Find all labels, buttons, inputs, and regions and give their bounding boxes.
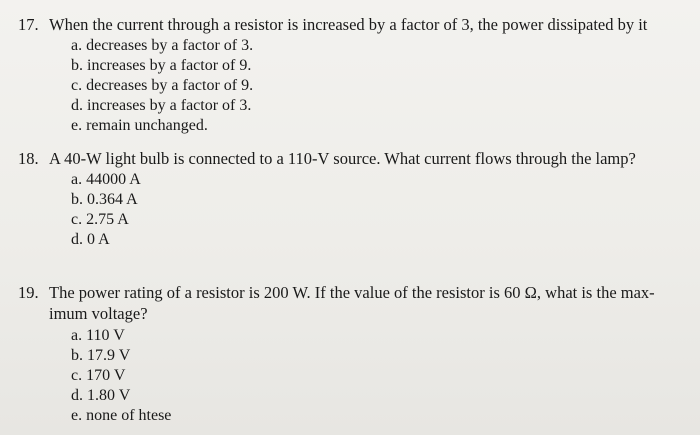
choice-a: a. 44000 A xyxy=(71,171,141,188)
choice-b: b. 0.364 A xyxy=(71,191,138,208)
question-text-line-1: The power rating of a resistor is 200 W. If the value of the resistor is 60 Ω, what is the max- xyxy=(49,283,655,302)
choice-c: c. decreases by a factor of 9. xyxy=(71,77,254,94)
question-number: 19. xyxy=(18,283,39,302)
choice-e: e. remain unchanged. xyxy=(71,117,208,134)
choice-d: d. 1.80 V xyxy=(71,387,131,404)
choice-a: a. 110 V xyxy=(71,327,125,344)
question-number: 18. xyxy=(18,149,39,168)
choice-d: d. increases by a factor of 3. xyxy=(71,97,252,114)
question-number: 17. xyxy=(18,15,39,34)
question-text-line-2: imum voltage? xyxy=(49,304,148,323)
choice-b: b. increases by a factor of 9. xyxy=(71,57,252,74)
choice-c: c. 170 V xyxy=(71,367,126,384)
question-text: When the current through a resistor is increased by a factor of 3, the power dissipated by it xyxy=(49,15,648,34)
choice-d: d. 0 A xyxy=(71,231,110,248)
choice-a: a. decreases by a factor of 3. xyxy=(71,37,254,54)
choice-c: c. 2.75 A xyxy=(71,211,129,228)
choice-e: e. none of htese xyxy=(71,407,172,424)
question-text: A 40-W light bulb is connected to a 110-V source. What current flows through the lamp? xyxy=(49,149,636,168)
choice-b: b. 17.9 V xyxy=(71,347,131,364)
